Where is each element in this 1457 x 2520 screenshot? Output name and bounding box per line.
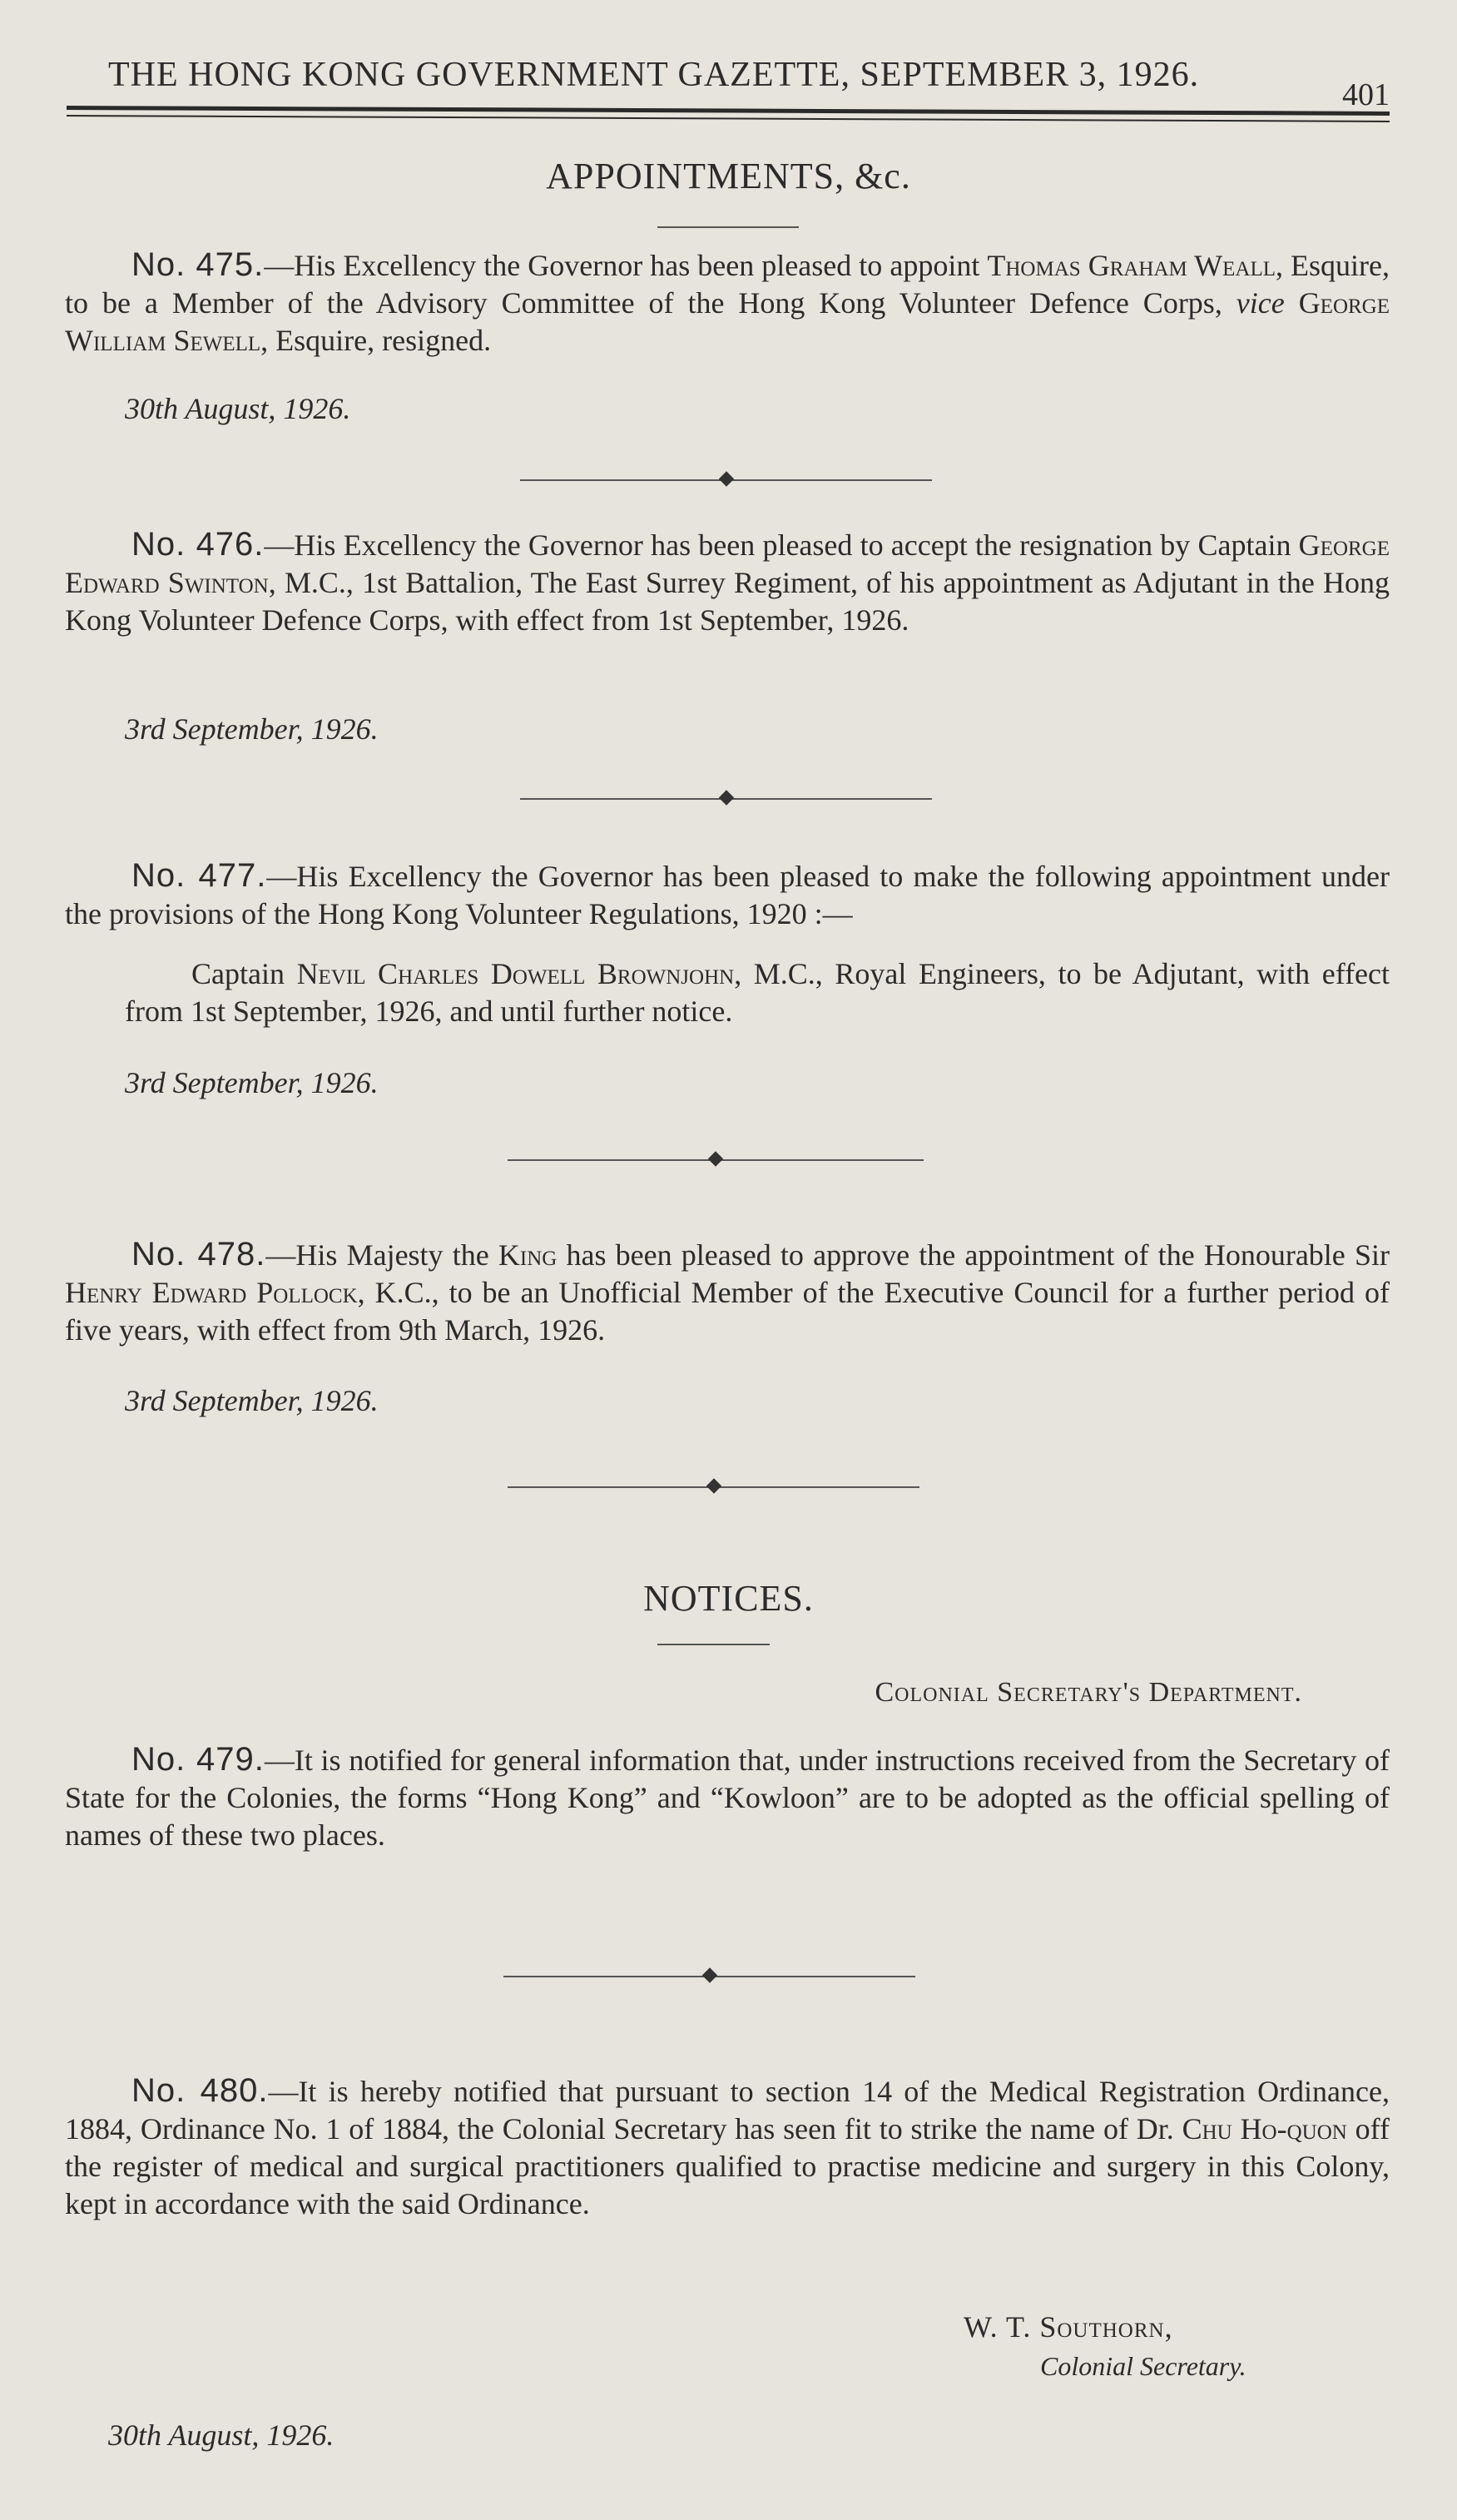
notice-date: 30th August, 1926.: [125, 392, 351, 425]
notice-date: 30th August, 1926.: [108, 2418, 335, 2452]
signature-title: Colonial Secretary.: [1040, 2351, 1246, 2381]
section-divider: [508, 1477, 919, 1497]
person-name: Nevil Charles Dowell Brownjohn: [296, 957, 735, 990]
department-name: Colonial Secretary's Department.: [875, 1677, 1302, 1708]
notices-heading: NOTICES.: [643, 1578, 814, 1619]
appointments-heading: APPOINTMENTS, &c.: [546, 156, 911, 196]
header-rule-thin: [67, 115, 1390, 122]
section-divider: [520, 470, 932, 490]
person-name: George Edward Swinton: [65, 528, 1390, 599]
notice-480: No. 480.—It is hereby notified that pursuant to section 14 of the Medical Registration Ordinance, 1884, Ordinance No. 1 of 1884, the Colonial Secretary has seen fit to strike the name of Dr. Chu Ho-quon off the register of medical and surgical practitioners qualified to practise medicine and surgery in this Colony, kept in accordance with the said Ordinance.: [65, 2072, 1390, 2220]
person-name: Chu Ho-quon: [1182, 2112, 1347, 2145]
person-name: Henry Edward Pollock: [65, 1276, 358, 1309]
notice-number: No. 478.: [131, 1236, 266, 1272]
section-divider: [520, 789, 932, 809]
notice-475: No. 475.—His Excellency the Governor has been pleased to appoint Thomas Graham Weall, Esquire, to be a Member of the Advisory Committee of the Hong Kong Volunteer Defence Corps, vice George William Sewell, Esquire, resigned.: [65, 246, 1390, 357]
notice-478: No. 478.—His Majesty the King has been pleased to approve the appointment of the Honourable Sir Henry Edward Pollock, K.C., to be an Unofficial Member of the Executive Council for a further period of five years, with effect from 9th March, 1926.: [65, 1236, 1390, 1347]
signature-name: W. T. Southorn,: [964, 2310, 1173, 2344]
appointment-detail: Captain Nevil Charles Dowell Brownjohn, M.C., Royal Engineers, to be Adjutant, with effect from 1st September, 1926, and until further notice.: [125, 957, 1390, 1028]
notice-date: 3rd September, 1926.: [125, 1384, 379, 1417]
notice-476: No. 476.—His Excellency the Governor has been pleased to accept the resignation by Captain George Edward Swinton, M.C., 1st Battalion, The East Surrey Regiment, of his appointment as Adjutant in the Hong Kong Volunteer Defence Corps, with effect from 1st September, 1926.: [65, 526, 1390, 637]
diamond-ornament-icon: [701, 1967, 716, 1982]
gazette-title: THE HONG KONG GOVERNMENT GAZETTE, SEPTEMBER 3, 1926.: [108, 56, 1200, 94]
heading-rule: [657, 226, 799, 228]
diamond-ornament-icon: [718, 790, 733, 805]
notice-number: No. 480.: [131, 2072, 269, 2109]
person-name: Thomas Graham Weall: [987, 249, 1276, 282]
page-number: 401: [1342, 77, 1390, 112]
diamond-ornament-icon: [718, 471, 733, 486]
notice-479: No. 479.—It is notified for general information that, under instructions received from the Secretary of State for the Colonies, the forms “Hong Kong” and “Kowloon” are to be adopted as the official spelling of names of these two places.: [65, 1741, 1390, 1852]
diamond-ornament-icon: [706, 1478, 721, 1493]
notice-number: No. 475.: [131, 246, 265, 283]
heading-rule: [657, 1644, 770, 1645]
notice-number: No. 477.: [131, 857, 267, 894]
person-name: George William Sewell: [65, 286, 1390, 357]
notice-date: 3rd September, 1926.: [125, 1066, 379, 1099]
notice-477: No. 477.—His Excellency the Governor has been pleased to make the following appointment under the provisions of the Hong Kong Volunteer Regulations, 1920 :—: [65, 857, 1390, 930]
header-rule-thick: [67, 106, 1390, 116]
notice-date: 3rd September, 1926.: [125, 712, 379, 746]
page-header: [67, 43, 1390, 118]
notice-number: No. 476.: [131, 526, 265, 563]
section-divider: [503, 1967, 915, 1987]
notice-number: No. 479.: [131, 1741, 265, 1778]
section-divider: [508, 1150, 924, 1170]
diamond-ornament-icon: [708, 1151, 723, 1166]
